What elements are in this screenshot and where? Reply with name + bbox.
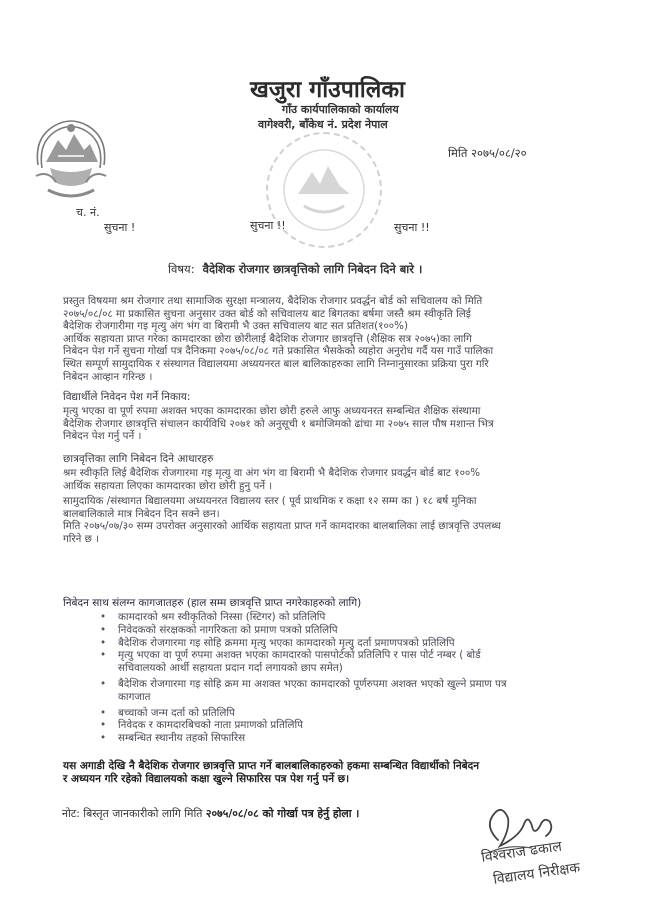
subject-label: विषय: (168, 262, 195, 276)
body-line: बालबालिकाले मात्र निबेदन दिन सक्ने छन। (63, 507, 220, 520)
section-submission-body (63, 405, 494, 443)
signatory-position: विद्यालय निरीक्षक (492, 859, 582, 888)
subject-line (168, 262, 422, 277)
list-item: • निवेदक र कामदारबिचको नाता प्रमाणको प्रतिलिपि (100, 719, 303, 732)
intro-line: आर्थिक सहायता प्राप्त गरेका कामदारका छोरा छोरीलाई बैदेशिक रोजगार छात्रवृत्ति (शैक्षिक सत्र २०७५)का लागि (63, 332, 472, 345)
reference-number-label: च. नं. (76, 206, 100, 219)
bullet-icon: • (100, 706, 107, 719)
notice-label-3: सुचना !! (394, 221, 430, 234)
body-line: मिति २०७५/०७/३० सम्म उपरोक्त अनुसारको आर्थिक सहायता प्राप्त गर्ने कामदारका बालबालिका लाई छात्रवृत्ति उपलब्ध (63, 520, 501, 533)
list-item: • कामदारको श्रम स्वीकृतिको निस्सा (स्टिगर) को प्रतिलिपि (100, 611, 326, 623)
body-line: सामुदायिक /संस्थागत बिद्यालयमा अध्ययनरत विद्यालय स्तर ( पूर्व प्राथमिक र कक्षा १२ सम्म का ) १८ बर्ष मुनिका (63, 495, 477, 508)
intro-line: स्थित सम्पूर्ण सामुदायिक र संस्थागत विद्यालयमा अध्ययनरत बाल बालिकाहरुका लागि निम्नानुसारका प्रक्रिया पुरा गरि (63, 357, 489, 370)
signatory-name: विश्वराज ढकाल (480, 838, 563, 866)
intro-line: निबेदन आव्हान गरिन्छ । (63, 370, 153, 383)
subject-text: वैदेशिक रोजगार छात्रवृत्तिको लागि निबेदन दिने बारे । (202, 262, 423, 276)
municipality-title: खजुरा गाँउपालिका (250, 77, 405, 103)
list-item: • बैदेशिक रोजगारमा गइ सोहि क्रम मा अशक्त भएका कामदारको पूर्णरुपमा अशक्त भएको खुल्ने प्रमाण पत्र कागजात (100, 677, 507, 703)
office-name: गाँउ कार्यपालिकाको कार्यालय (282, 103, 399, 116)
body-line: निबेदन पेश गर्नु पर्ने । (63, 430, 142, 443)
body-line: श्रम स्वीकृति लिई बैदेशिक रोजगारमा गइ मृत्यु वा अंग भंग वा बिरामी भै बैदेशिक रोजगार प्रवर्द्धन बोर्ड बाट १००% (63, 467, 481, 479)
list-item: • निवेदकको संरक्षकको नागरिकता को प्रमाण पत्रको प्रतिलिपि (100, 623, 338, 636)
body-line: गरिने छ । (63, 532, 100, 545)
documents-footer (63, 760, 479, 785)
nepal-emblem-logo (28, 110, 114, 204)
intro-line: निबेदन पेश गर्ने सुचना गोर्खा पत्र दैनिकमा २०७५/०८/०८ गते प्रकासित भैसकेको व्यहोरा अनुरोध गर्दै यस गाउँ पालिका (63, 345, 494, 358)
intro-paragraph (63, 295, 493, 383)
documents-heading: निबेदन साथ संलग्न कागजातहरु (हाल सम्म छात्रवृत्ति प्राप्त नगरेकाहरुको लागि) (63, 597, 362, 609)
note-label: नोट: बिस्तृत जानकारीको लागि मिति (62, 807, 206, 820)
body-line: मृत्यु भएका वा पूर्ण रुपमा अशक्त भएका कामदारका छोरा छोरी हरुले आफु अध्ययनरत सम्बन्धित शैक्षिक संस्थामा (63, 405, 481, 417)
footer-line: र अध्ययन गरि रहेको विद्यालयको कक्षा खुल्ने सिफारिस पत्र पेश गर्नु पर्ने छ। (63, 772, 350, 785)
bullet-icon: • (100, 649, 107, 662)
intro-line: बैदेशिक रोजगारीमा गइ मृत्यु अंग भंग वा बिरामी भै उक्त सचिवालय बाट सत प्रतिशत(१००%) (63, 320, 408, 333)
section-heading-basis: छात्रवृत्तिका लागि निबेदन दिने आधारहरु (63, 453, 214, 465)
documents-list (98, 611, 507, 745)
body-line: बैदेशिक रोजगार छात्रवृत्ति संचालन कार्यविधि २०७१ को अनुसूची १ बमोजिमको ढांचा मा २०७५ साल पौष मशान्त भित्र (63, 417, 494, 430)
intro-line: २०७५/०८/०८ मा प्रकासित सुचना अनुसार उक्त बोर्ड को सचिवालय बाट बिगतका बर्षमा जस्तै श्रम स्वीकृति लिई (63, 307, 471, 320)
list-item: • बच्चाको जन्म दर्ता को प्रतिलिपि (100, 706, 235, 719)
bullet-icon: • (100, 677, 107, 690)
bullet-icon: • (100, 611, 107, 623)
section-basis-body (63, 467, 501, 546)
section-heading-submission: विद्यार्थीले निवेदन पेश गर्ने निकाय: (63, 391, 191, 403)
bullet-icon: • (100, 719, 107, 732)
list-item: • सम्बन्धित स्थानीय तहको सिफारिस (100, 732, 246, 745)
note-line (62, 806, 359, 821)
note-value: २०७५/०८/०८ को गोर्खा पत्र हेर्नु होला । (205, 807, 360, 820)
bullet-icon: • (100, 623, 107, 636)
office-address: वागेश्वरी, बाँकेध नं. प्रदेश नेपाल (258, 118, 388, 131)
footer-line: यस अगाडी देखि नै बैदेशिक रोजगार छात्रवृत्ति प्राप्त गर्ने बालबालिकाहरुको हकमा सम्बन्धित विद्यार्थीको निबेदन (63, 760, 480, 772)
bullet-icon: • (100, 732, 107, 745)
notice-label-2: सुचना !! (250, 219, 286, 232)
list-item: • मृत्यु भएका वा पूर्ण रुपमा अशक्त भएका कामदारको पासपोर्टको प्रतिलिपि र पास पोर्ट नम्बर ( बोर्ड सचिवालयको आर्थी सहायता प्रदान गर्दा लगायको छाप समेत) (100, 649, 481, 675)
notice-label-1: सुचना ! (104, 221, 136, 234)
bullet-icon: • (100, 636, 107, 649)
list-item: • बैदेशिक रोजगारमा गइ सोहि क्रममा मृत्यु भएका कामदारको मृत्यु दर्ता प्रमाणपत्रको प्रतिलिपि (100, 636, 455, 649)
body-line: आर्थिक सहायता लिएका कामदारका छोरा छोरी हुनु पर्ने । (63, 479, 273, 492)
document-date: मिति २०७५/०८/२० (448, 146, 527, 160)
intro-line: प्रस्तुत विषयमा श्रम रोजगार तथा सामाजिक सुरक्षा मन्त्रालय, बैदेशिक रोजगार प्रवर्द्धन बोर्ड को सचिवालय को मिति (63, 295, 483, 307)
